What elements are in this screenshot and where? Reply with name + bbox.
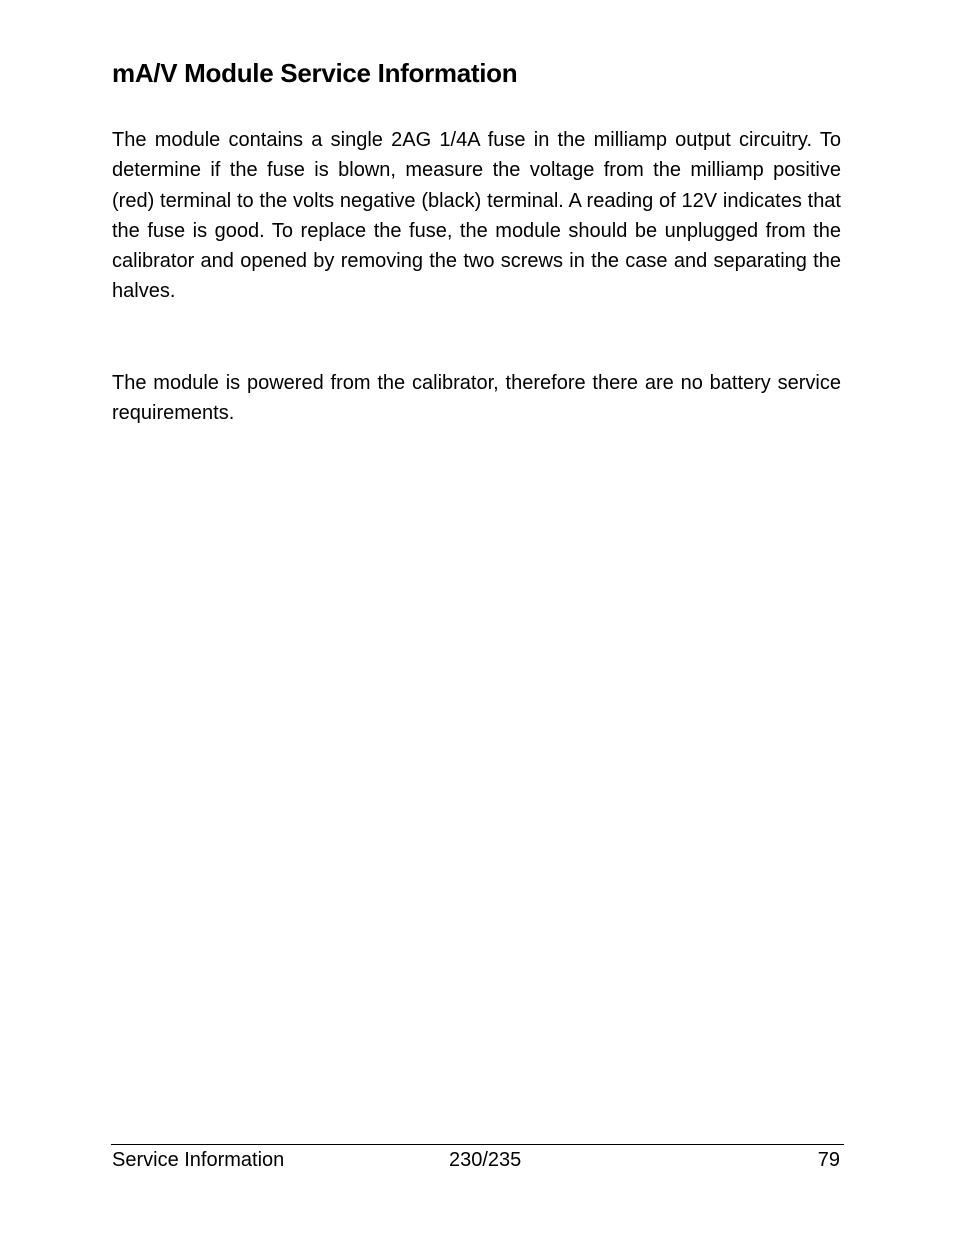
footer-page-number: 79: [817, 1149, 840, 1171]
paragraph-fuse-service: The module contains a single 2AG 1/4A fuse in the milliamp output circuitry. To determine if the fuse is blown, measure the voltage from the milliamp positive (red) terminal to the volts negative (black) terminal. A reading of 12V indicates that the fuse is good. To replace the fuse, the module should be unplugged from the calibrator and opened by removing the two screws in the case and separating the halves.: [112, 129, 841, 303]
footer-model-number: 230/235: [449, 1149, 522, 1171]
page-heading: mA/V Module Service Information: [112, 58, 518, 88]
page-footer: [111, 1144, 844, 1179]
paragraph-battery-service: The module is powered from the calibrator, therefore there are no battery service requirements.: [112, 372, 841, 425]
footer-section-title: Service Information: [112, 1149, 285, 1171]
